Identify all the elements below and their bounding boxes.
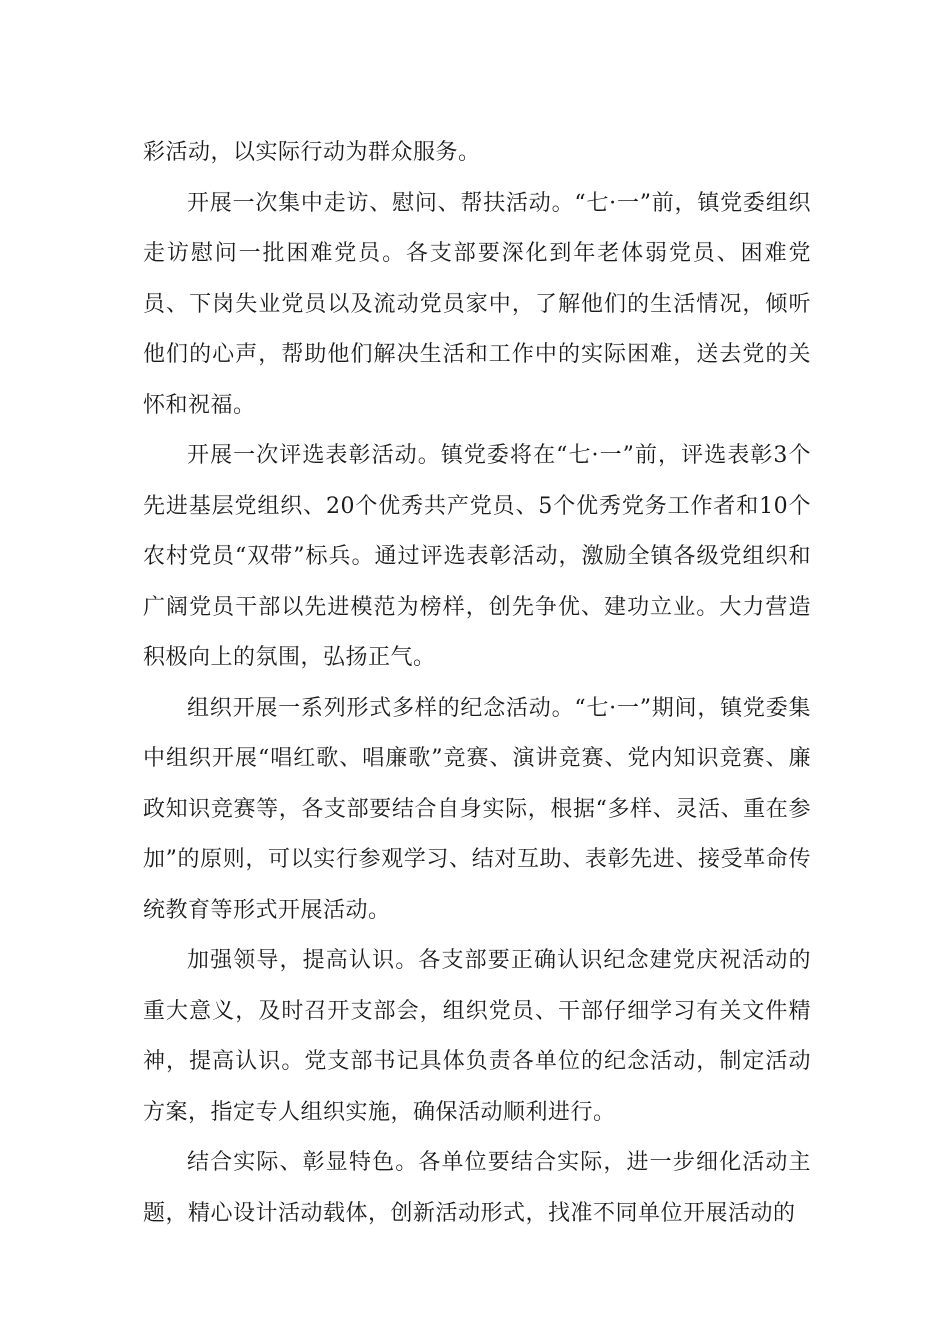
paragraph-memorial-activities: 组织开展一系列形式多样的纪念活动。“七·一”期间，镇党委集中组织开展“唱红歌、唱廉歌”竞赛、演讲竞赛、党内知识竞赛、廉政知识竞赛等，各支部要结合自身实际，根据“多样、灵活、重在参加”的原则，可以实行参观学习、结对互助、表彰先进、接受革命传统教育等形式开展活动。 [143, 695, 811, 923]
paragraph-visit-activity: 开展一次集中走访、慰问、帮扶活动。“七·一”前，镇党委组织走访慰问一批困难党员。各支部要深化到年老体弱党员、困难党员、下岗失业党员以及流动党员家中，了解他们的生活情况，倾听他们的心声，帮助他们解决生活和工作中的实际困难，送去党的关怀和祝福。 [143, 190, 811, 418]
paragraph-characteristics: 结合实际、彰显特色。各单位要结合实际，进一步细化活动主题，精心设计活动载体，创新活动形式，找准不同单位开展活动的 [143, 1150, 811, 1226]
paragraph-continuation: 彩活动，以实际行动为群众服务。 [143, 140, 481, 165]
document-body [143, 128, 811, 1239]
paragraph-commendation-activity: 开展一次评选表彰活动。镇党委将在“七·一”前，评选表彰3个先进基层党组织、20个优秀共产党员、5个优秀党务工作者和10个农村党员“双带”标兵。通过评选表彰活动，激励全镇各级党组织和广阔党员干部以先进模范为榜样，创先争优、建功立业。大力营造积极向上的氛围，弘扬正气。 [143, 443, 811, 670]
paragraph-leadership: 加强领导，提高认识。各支部要正确认识纪念建党庆祝活动的重大意义，及时召开支部会，组织党员、干部仔细学习有关文件精神，提高认识。党支部书记具体负责各单位的纪念活动，制定活动方案，指定专人组织实施，确保活动顺利进行。 [143, 948, 811, 1125]
